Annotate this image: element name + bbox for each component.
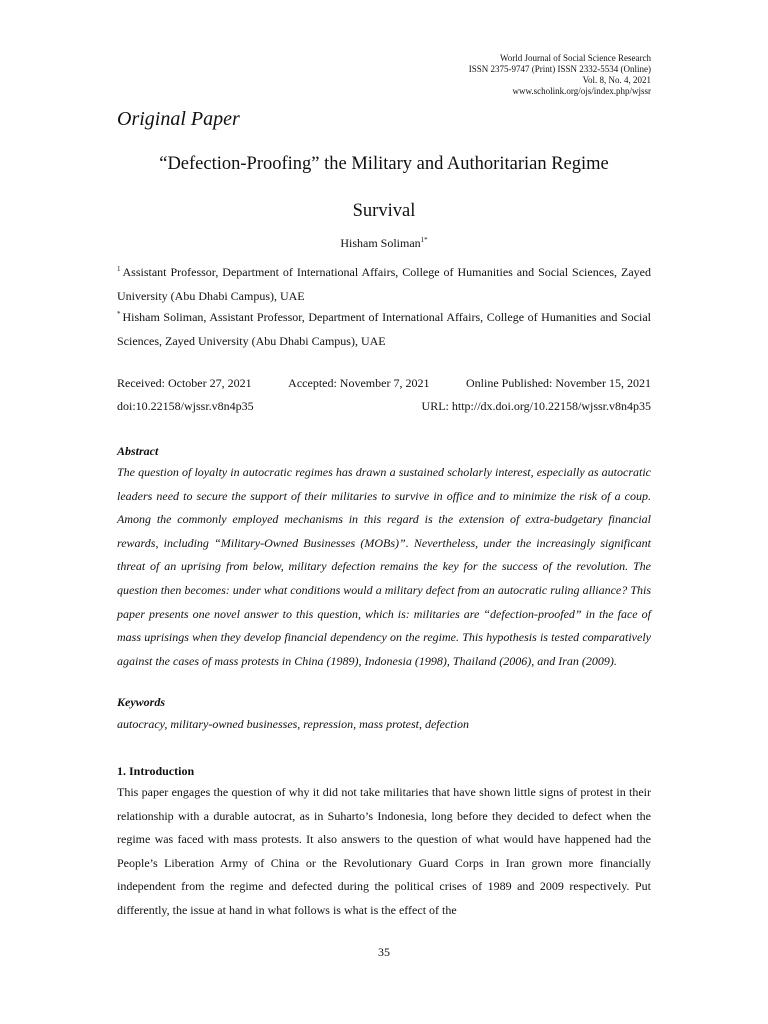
affiliation-1-mark: 1 [117,265,121,273]
author-name: Hisham Soliman [340,236,421,250]
published-date: Online Published: November 15, 2021 [466,376,651,390]
paper-type-label: Original Paper [117,108,240,130]
affiliation-1 [117,258,651,308]
journal-issn: ISSN 2375-9747 (Print) ISSN 2332-5534 (Online) [468,64,651,74]
journal-url[interactable]: www.scholink.org/ojs/index.php/wjssr [512,86,651,96]
doi-url-link[interactable]: URL: http://dx.doi.org/10.22158/wjssr.v8n4p35 [421,399,651,413]
journal-name: World Journal of Social Science Research [500,53,651,63]
affiliation-2-mark: * [117,310,121,318]
paper-title-line-2: Survival [352,201,416,221]
doi-text: doi:10.22158/wjssr.v8n4p35 [117,399,254,413]
abstract-text: The question of loyalty in autocratic regimes has drawn a sustained scholarly interest, especially as autocratic leaders need to secure the support of their militaries to survive in office and to minimize the risk of a coup. Among the commonly employed mechanisms in this regard is the extension of extra-budgetary financial rewards, including “Military-Owned Businesses (MOBs)”. Nevertheless, under the increasingly significant threat of an uprising from below, military defection remains the key for the success of the revolution. The question then becomes: under what conditions would a military defect from an autocratic ruling alliance? This paper presents one novel answer to this question, which is: militaries are “defection-proofed” in the face of mass uprisings when they develop financial dependency on the regime. This hypothesis is tested comparatively against the cases of mass protests in China (1989), Indonesia (1998), Thailand (2006), and Iran (2009). [117,465,651,668]
page-number: 35 [378,945,390,959]
affiliation-1-text: Assistant Professor, Department of International Affairs, College of Humanities and Social Sciences, Zayed University (Abu Dhabi Campus), UAE [117,265,651,303]
affiliation-2 [117,303,651,353]
author-marks: 1* [420,236,428,244]
introduction-paragraph: This paper engages the question of why it did not take militaries that have shown little signs of protest in their relationship with a durable autocrat, as in Suharto’s Indonesia, long before they decided to defect when the regime was faced with mass protests. It also answers to the question of what would have happened had the People’s Liberation Army of China or the Revolutionary Guard Corps in Iran grown more financially independent from the regime and defected during the political crises of 1989 and 2009 respectively. Put differently, the issue at hand in what follows is what is the effect of the [117,785,651,917]
dates-row [117,376,651,391]
journal-volume: Vol. 8, No. 4, 2021 [582,75,651,85]
received-date: Received: October 27, 2021 [117,376,252,390]
keywords-text: autocracy, military-owned businesses, repression, mass protest, defection [117,717,469,731]
introduction-heading: 1. Introduction [117,764,195,778]
journal-header [469,53,651,97]
keywords-heading: Keywords [117,695,165,709]
doi-row [117,399,651,414]
affiliation-2-text: Hisham Soliman, Assistant Professor, Department of International Affairs, College of Humanities and Social Sciences, Zayed University (Abu Dhabi Campus), UAE [117,310,651,348]
abstract-heading: Abstract [117,444,159,458]
author-line [117,236,651,251]
paper-title-line-1: “Defection-Proofing” the Military and Authoritarian Regime [159,154,609,174]
accepted-date: Accepted: November 7, 2021 [288,376,430,390]
